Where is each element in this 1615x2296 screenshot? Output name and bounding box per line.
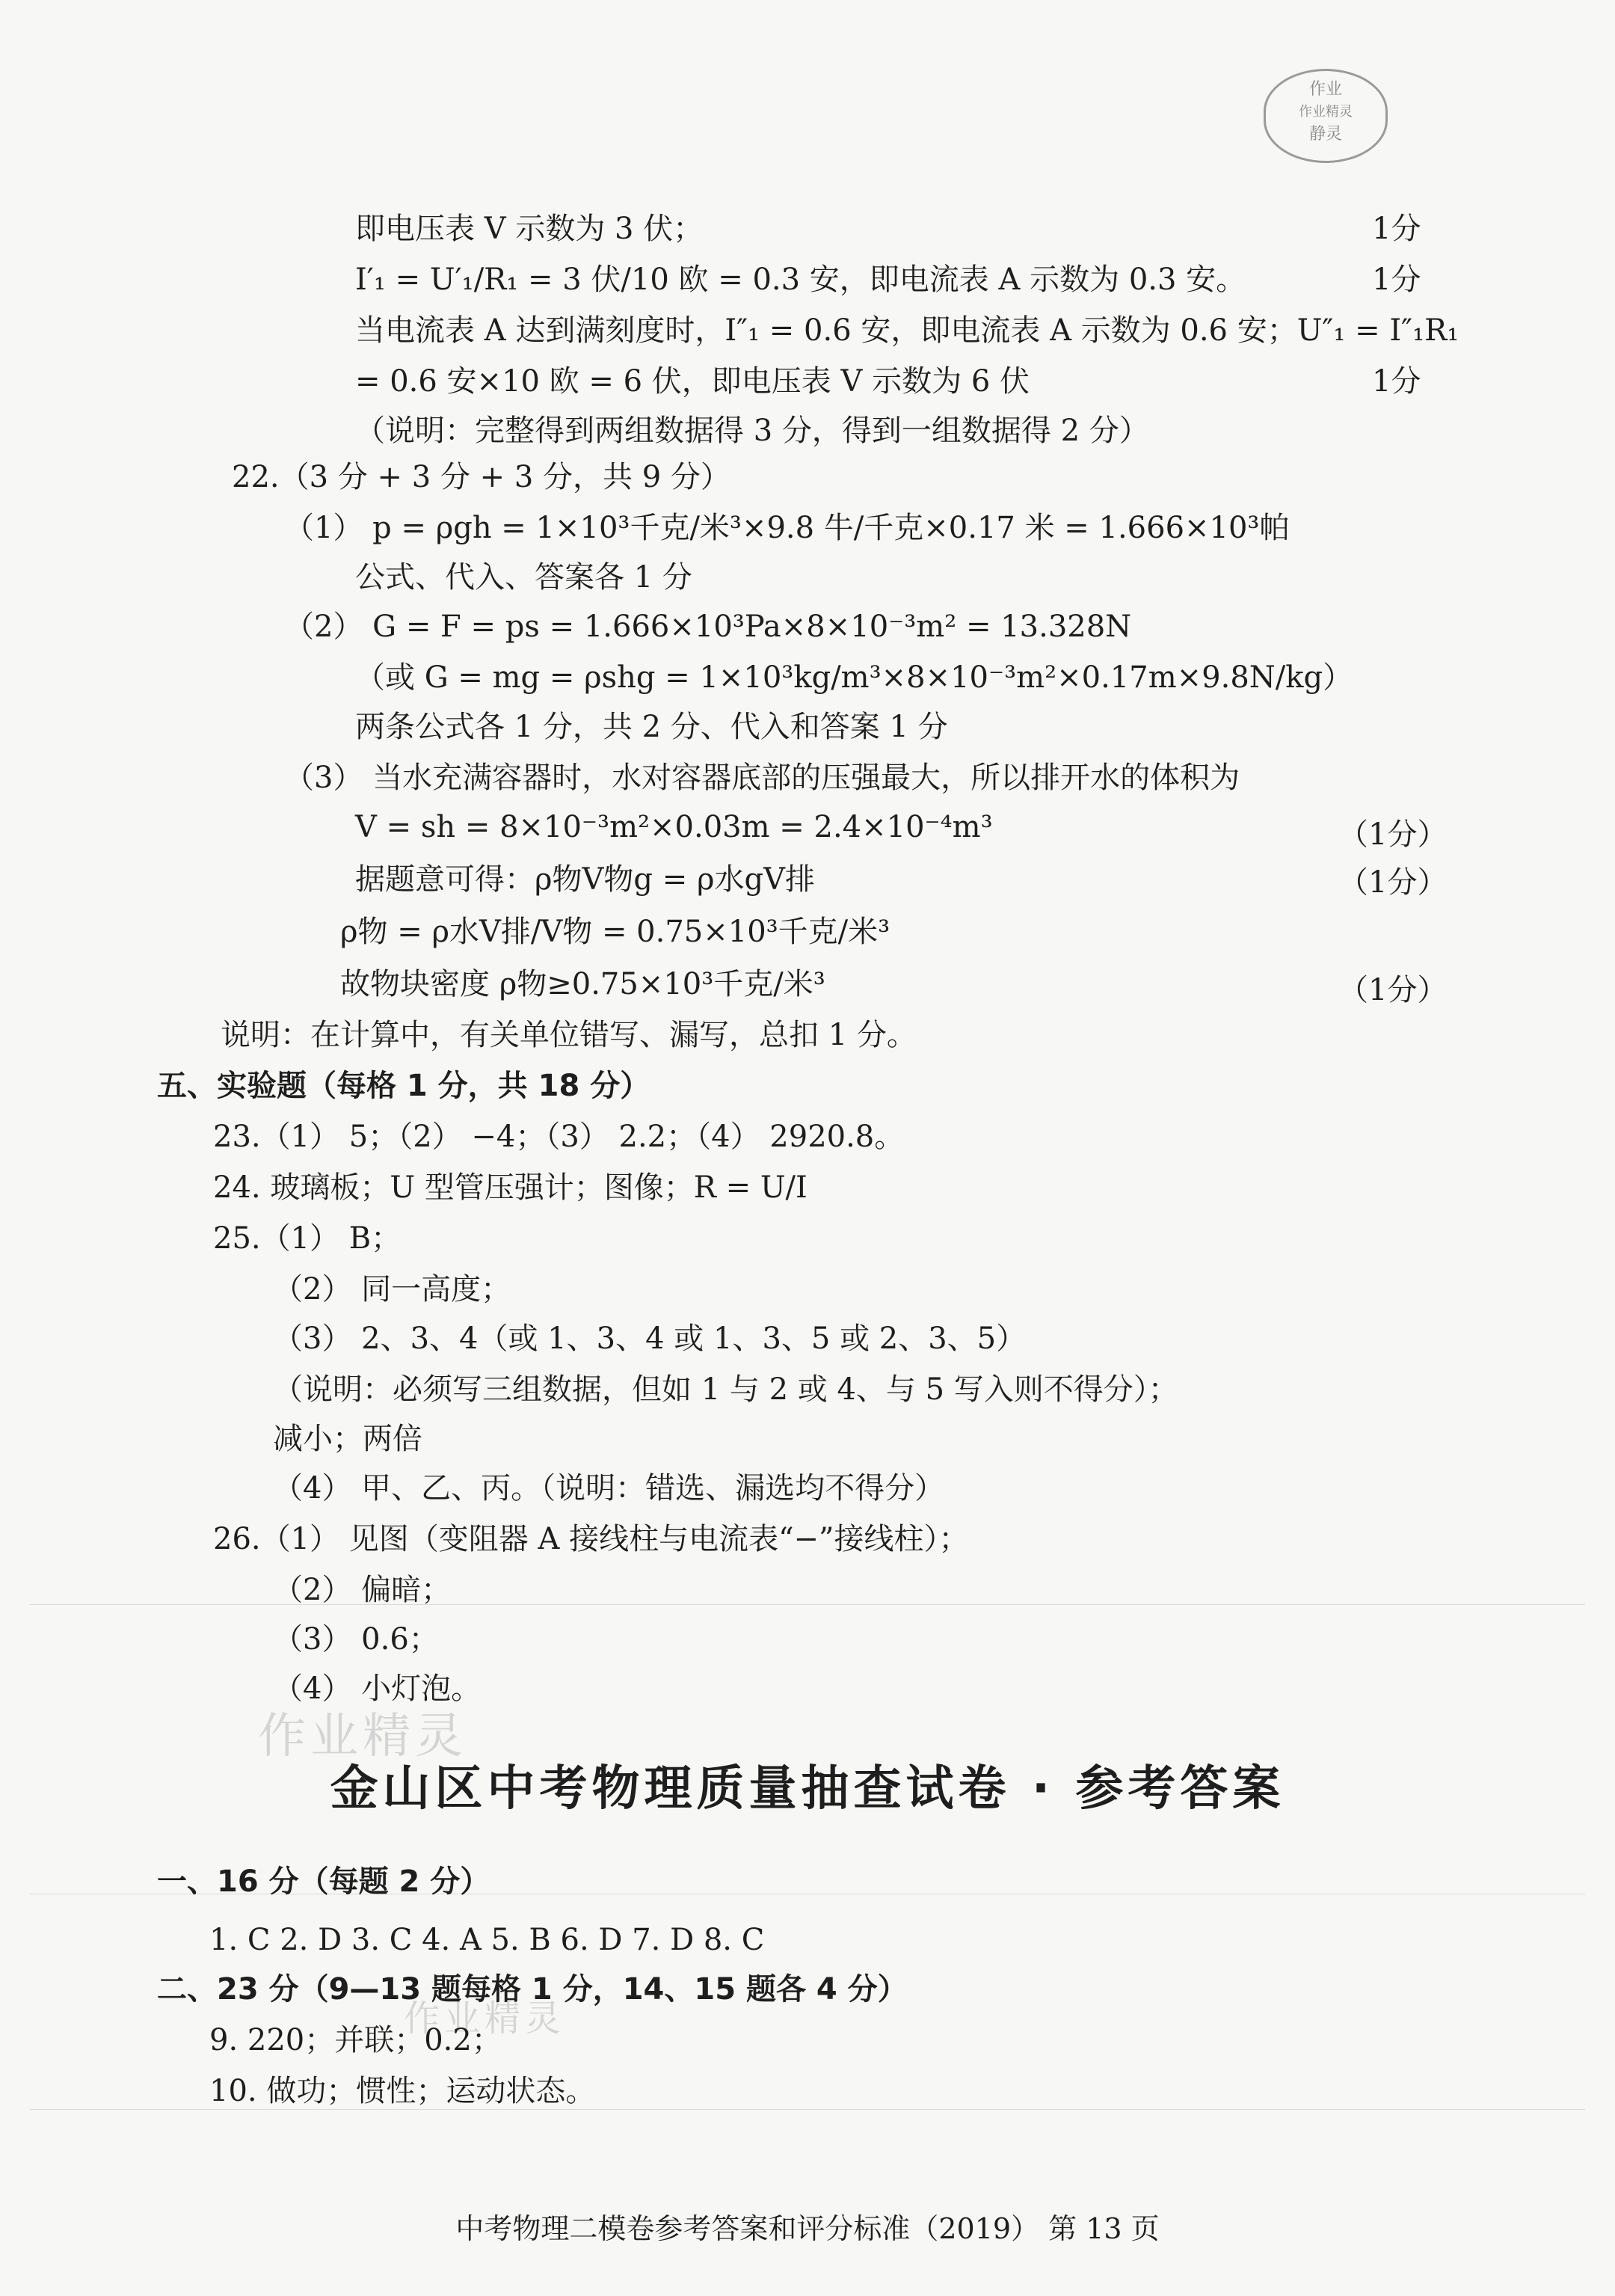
score-label: （1分）	[1338, 973, 1448, 1007]
answer-line: 故物块密度 ρ物≥0.75×10³千克/米³	[340, 967, 825, 1001]
stamp-line-1: 作业	[1308, 80, 1342, 99]
answer-line: = 0.6 安×10 欧 = 6 伏，即电压表 V 示数为 6 伏	[355, 364, 1030, 399]
answer-line: 9. 220；并联；0.2；	[209, 2023, 502, 2057]
answer-line: （2） G = F = ps = 1.666×10³Pa×8×10⁻³m² = 13.328N	[284, 610, 1132, 644]
answer-line: （3） 当水充满容器时，水对容器底部的压强最大，所以排开水的体积为	[284, 761, 1240, 795]
note-line: 说明：在计算中，有关单位错写、漏写，总扣 1 分。	[221, 1018, 917, 1052]
page-footer: 中考物理二模卷参考答案和评分标准（2019） 第 13 页	[455, 2212, 1160, 2245]
answer-line: 25.（1） B；	[213, 1221, 402, 1256]
score-label: 1分	[1372, 263, 1421, 297]
answer-line: V = sh = 8×10⁻³m²×0.03m = 2.4×10⁻⁴m³	[355, 810, 993, 844]
answer-line: （说明：完整得到两组数据得 3 分，得到一组数据得 2 分）	[355, 414, 1149, 448]
stamp-line-2: 作业精灵	[1299, 104, 1353, 120]
answer-line: 减小；两倍	[273, 1422, 422, 1456]
section-heading: 五、实验题（每格 1 分，共 18 分）	[157, 1069, 650, 1103]
answer-line: 公式、代入、答案各 1 分	[355, 560, 692, 595]
stamp-logo	[1264, 69, 1388, 163]
answer-line: ρ物 = ρ水V排/V物 = 0.75×10³千克/米³	[340, 915, 890, 949]
answer-line: （4） 甲、乙、丙。（说明：错选、漏选均不得分）	[273, 1471, 945, 1505]
answer-line: 即电压表 V 示数为 3 伏；	[355, 212, 704, 246]
answer-line: （2） 同一高度；	[273, 1272, 511, 1307]
score-label: 1分	[1372, 364, 1421, 399]
score-label: 1分	[1372, 212, 1421, 246]
answer-line: （2） 偏暗；	[273, 1573, 452, 1607]
answer-line: 当电流表 A 达到满刻度时，I″₁ = 0.6 安，即电流表 A 示数为 0.6 安；U″₁ = I″₁R₁	[355, 313, 1459, 348]
answer-line: （或 G = mg = ρshg = 1×10³kg/m³×8×10⁻³m²×0.17m×9.8N/kg）	[355, 660, 1353, 695]
answer-line: （说明：必须写三组数据，但如 1 与 2 或 4、与 5 写入则不得分）；	[273, 1372, 1178, 1407]
stamp-line-3: 静灵	[1308, 125, 1342, 144]
question-22-header: 22.（3 分 + 3 分 + 3 分，共 9 分）	[232, 460, 730, 494]
score-label: （1分）	[1338, 865, 1448, 900]
score-label: （1分）	[1338, 817, 1448, 852]
watermark: 作业精灵	[404, 1998, 566, 2039]
answer-line: （3） 2、3、4（或 1、3、4 或 1、3、5 或 2、3、5）	[273, 1322, 1027, 1356]
answer-line: （1） p = ρgh = 1×10³千克/米³×9.8 牛/千克×0.17 米 = 1.666×10³帕	[284, 511, 1290, 545]
answer-line: I′₁ = U′₁/R₁ = 3 伏/10 欧 = 0.3 安，即电流表 A 示数为 0.3 安。	[355, 263, 1246, 297]
section-heading: 二、23 分（9—13 题每格 1 分，14、15 题各 4 分）	[157, 1972, 908, 2007]
section-title: 金山区中考物理质量抽查试卷 · 参考答案	[330, 1761, 1285, 1817]
answer-line: 23.（1） 5；（2） −4；（3） 2.2；（4） 2920.8。	[213, 1120, 905, 1154]
answer-line: 24. 玻璃板；U 型管压强计；图像；R = U/I	[213, 1170, 808, 1205]
answer-line: 26.（1） 见图（变阻器 A 接线柱与电流表“−”接线柱）；	[213, 1522, 969, 1556]
answer-line: 1. C 2. D 3. C 4. A 5. B 6. D 7. D 8. C	[209, 1923, 765, 1957]
answer-line: 10. 做功；惯性；运动状态。	[209, 2074, 596, 2108]
watermark: 作业精灵	[258, 1709, 467, 1764]
divider-line	[30, 1604, 1585, 1605]
answer-line: （4） 小灯泡。	[273, 1672, 482, 1706]
answer-line: （3） 0.6；	[273, 1622, 439, 1657]
answer-line: 两条公式各 1 分，共 2 分、代入和答案 1 分	[355, 710, 948, 744]
section-heading: 一、16 分（每题 2 分）	[157, 1864, 490, 1899]
answer-line: 据题意可得：ρ物V物g = ρ水gV排	[355, 862, 815, 897]
